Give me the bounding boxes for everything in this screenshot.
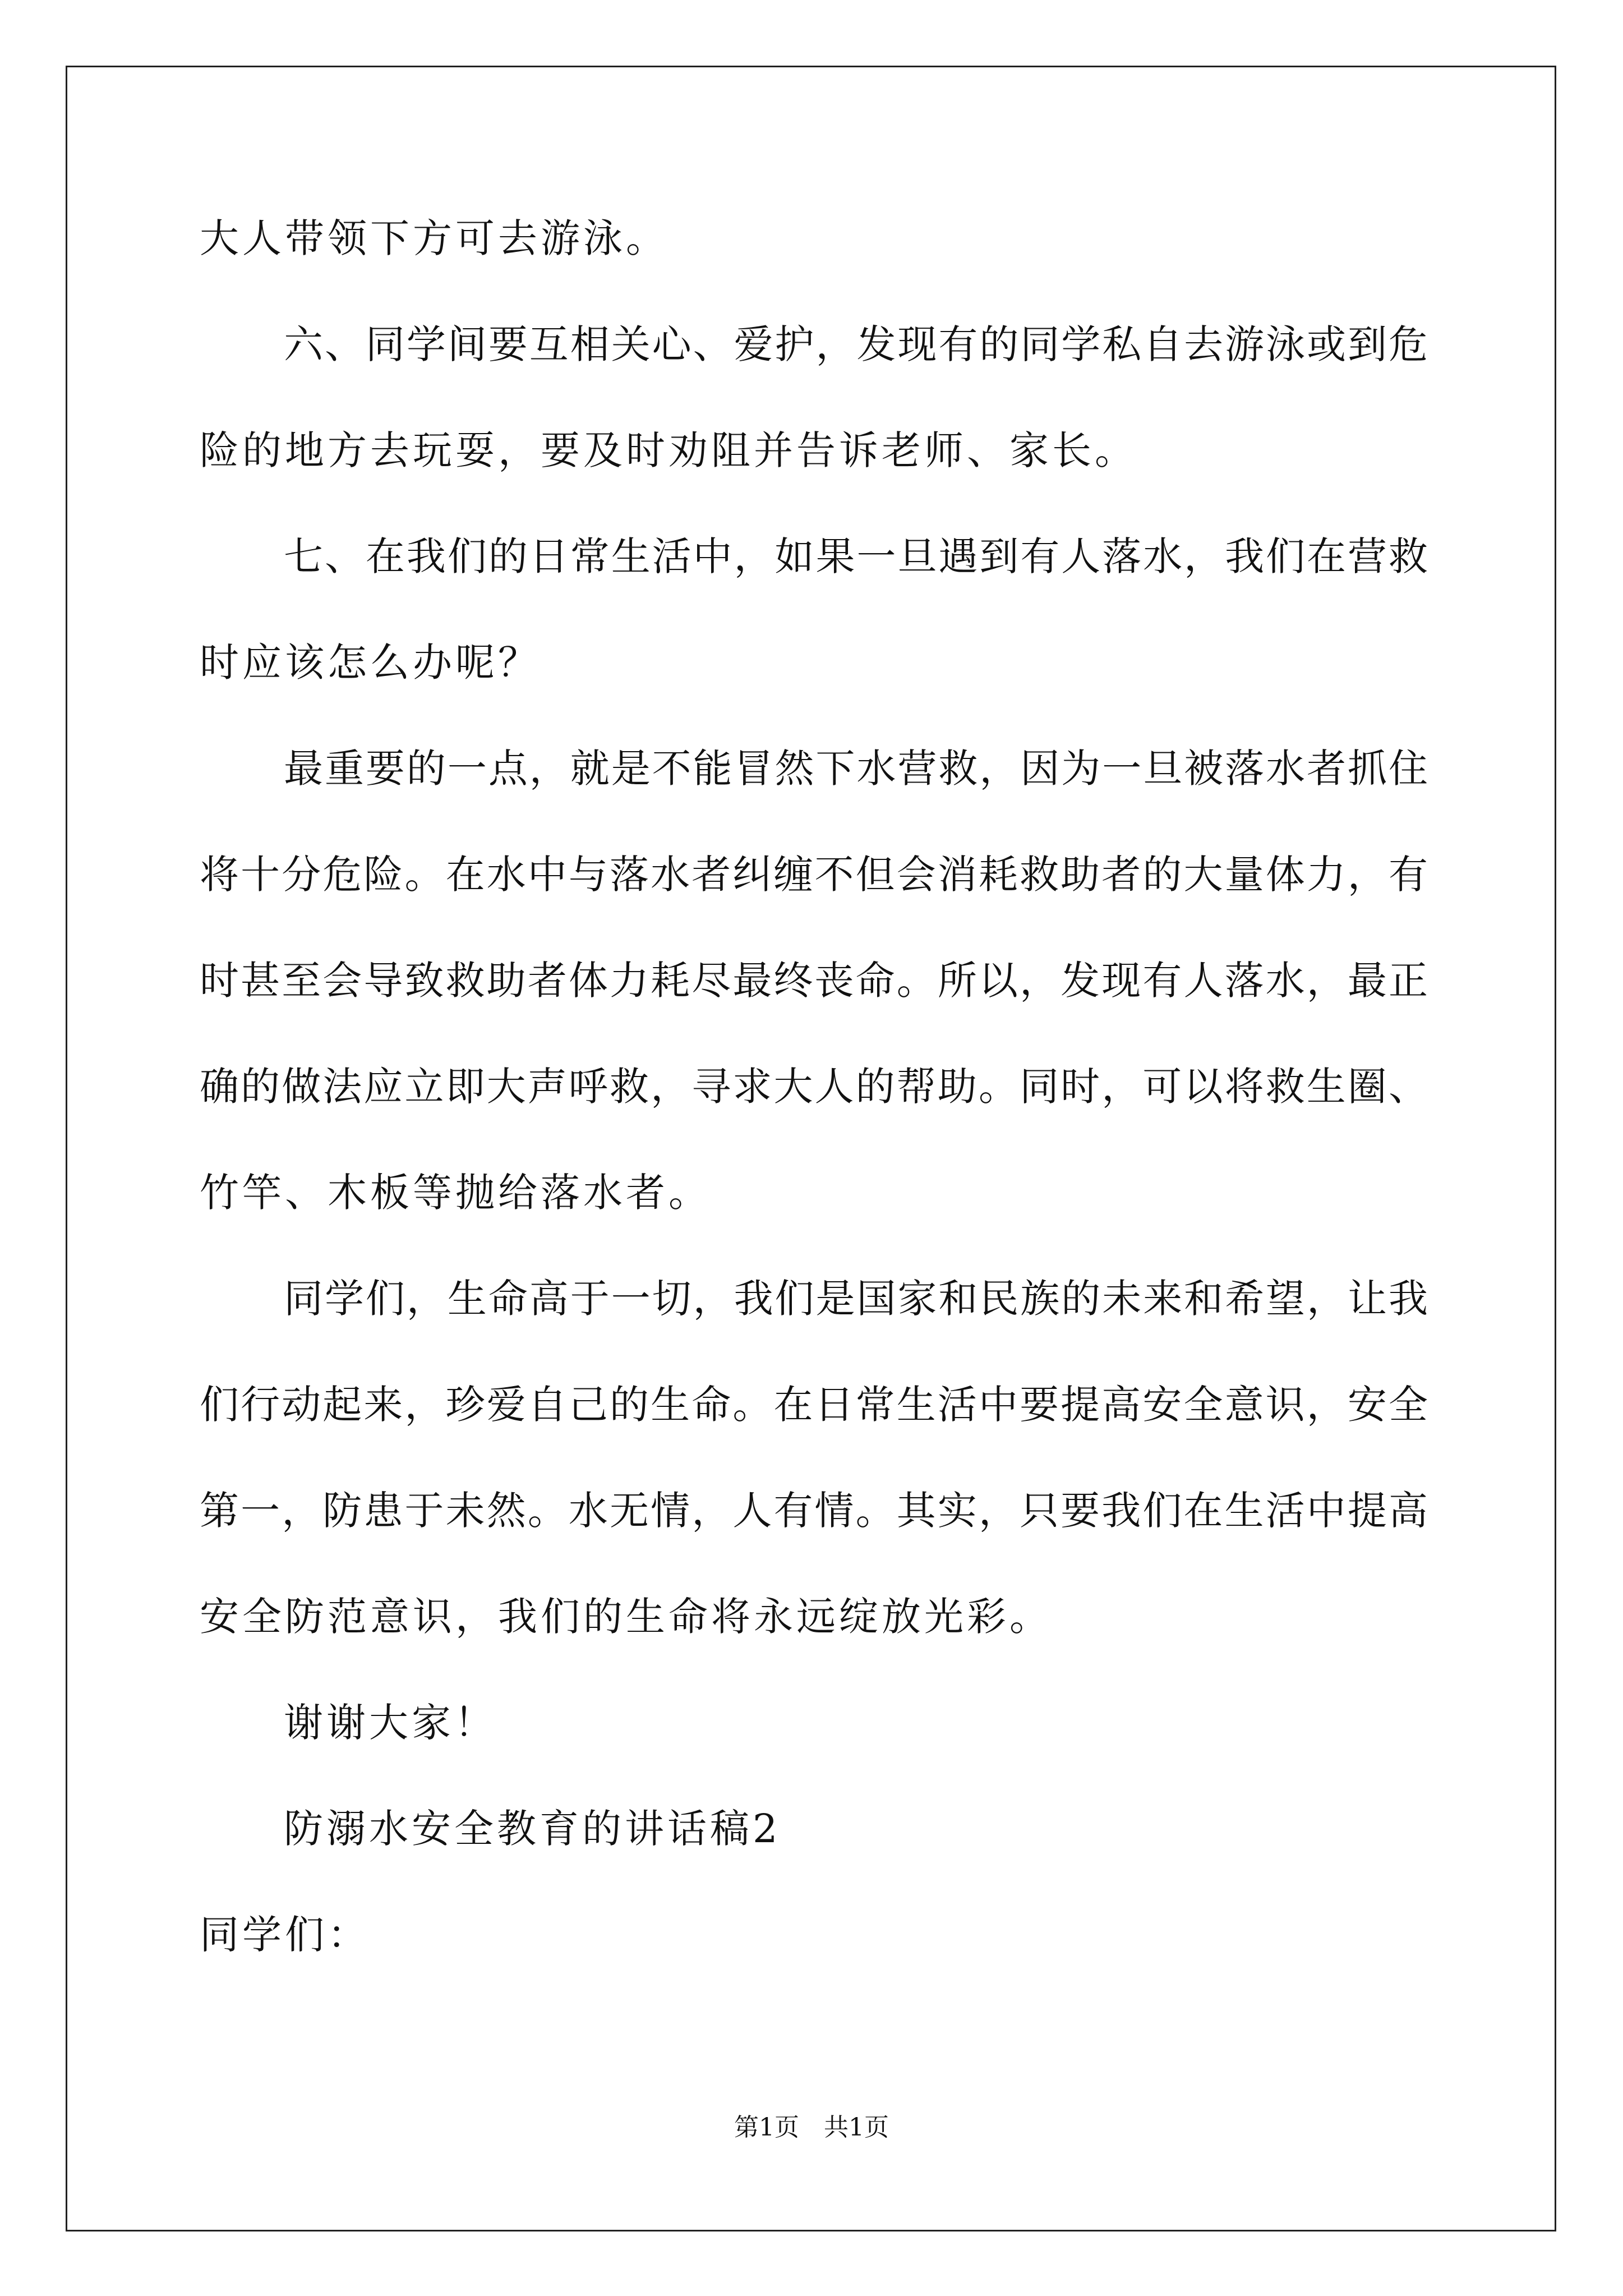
page-number-footer: 第1页 共1页	[734, 2113, 889, 2142]
text-line: 安全防范意识，我们的生命将永远绽放光彩。	[200, 1594, 1052, 1640]
text-line: 竹竿、木板等抛给落水者。	[200, 1170, 711, 1216]
text-line: 时甚至会导致救助者体力耗尽最终丧命。所以，发现有人落水，最正	[200, 958, 1428, 1004]
text-line: 确的做法应立即大声呼救，寻求大人的帮助。同时，可以将救生圈、	[200, 1064, 1428, 1110]
text-line: 时应该怎么办呢？	[200, 639, 541, 685]
text-line: 将十分危险。在水中与落水者纠缠不但会消耗救助者的大量体力，有	[200, 852, 1428, 898]
text-line: 们行动起来，珍爱自己的生命。在日常生活中要提高安全意识，安全	[200, 1382, 1428, 1428]
text-line: 七、在我们的日常生活中，如果一旦遇到有人落水，我们在营救	[284, 533, 1428, 579]
text-line: 大人带领下方可去游泳。	[200, 215, 668, 261]
text-line: 第一，防患于未然。水无情，人有情。其实，只要我们在生活中提高	[200, 1488, 1428, 1534]
text-line: 同学们，生命高于一切，我们是国家和民族的未来和希望，让我	[284, 1276, 1428, 1322]
section-title: 防溺水安全教育的讲话稿2	[284, 1806, 781, 1852]
text-line: 六、同学间要互相关心、爱护，发现有的同学私自去游泳或到危	[284, 321, 1428, 367]
salutation: 同学们：	[200, 1912, 370, 1958]
text-line: 谢谢大家！	[284, 1700, 497, 1746]
text-line: 险的地方去玩耍，要及时劝阻并告诉老师、家长。	[200, 427, 1137, 473]
page-border	[66, 66, 1556, 2231]
text-line: 最重要的一点，就是不能冒然下水营救，因为一旦被落水者抓住	[284, 746, 1428, 792]
